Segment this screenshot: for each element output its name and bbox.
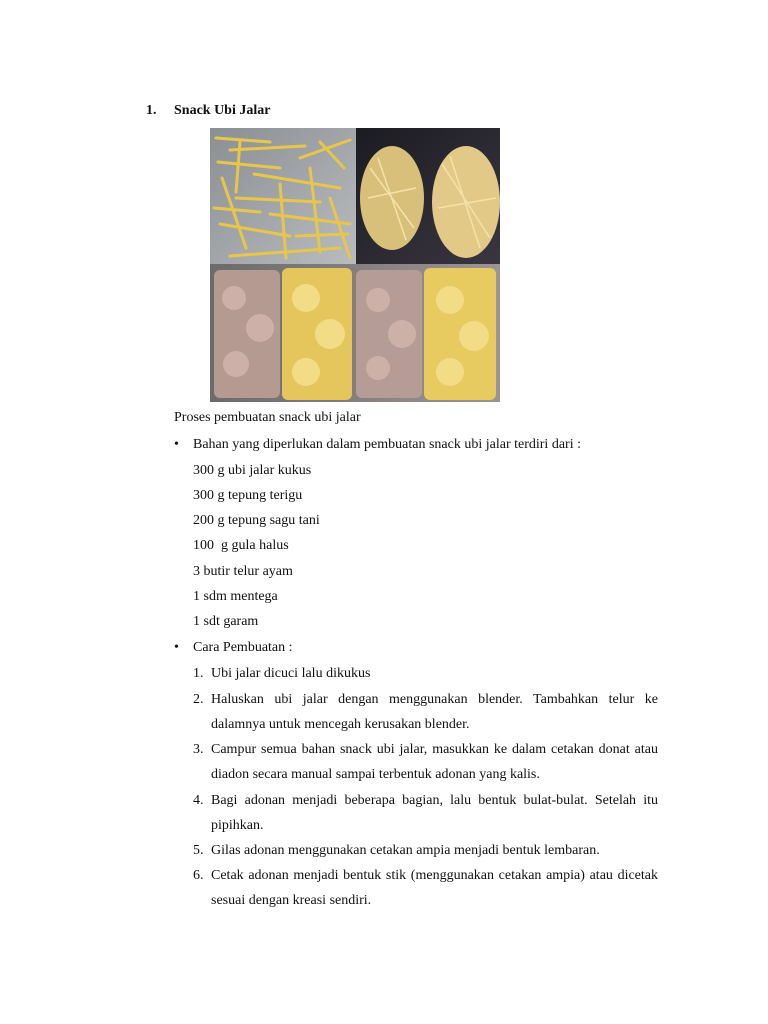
section-heading: [146, 103, 270, 119]
step-text: Haluskan ubi jalar dengan menggunakan blender. Tambahkan telur ke dalamnya untuk mencegah kerusakan blender.: [211, 692, 658, 732]
method-step: [193, 788, 658, 838]
step-number: 3.: [193, 742, 204, 757]
ingredients-intro: Bahan yang diperlukan dalam pembuatan snack ubi jalar terdiri dari :: [193, 437, 581, 452]
step-text: Ubi jalar dicuci lalu dikukus: [211, 666, 371, 681]
method-step: [193, 687, 658, 737]
ingredient-item: 300 g ubi jalar kukus: [193, 463, 312, 478]
photo-packaged-strips: [356, 128, 500, 264]
ingredient-item: 300 g tepung terigu: [193, 488, 303, 503]
ingredients-bullet: [174, 437, 581, 453]
photo-strips-tray: [210, 128, 356, 264]
method-step: [193, 661, 658, 686]
step-number: 2.: [193, 692, 204, 707]
photo-packaged-crackers: [210, 264, 500, 402]
step-number: 1.: [193, 666, 204, 681]
ingredient-item: 3 butir telur ayam: [193, 564, 293, 579]
method-step: [193, 863, 658, 913]
ingredient-item: 100 g gula halus: [193, 538, 289, 553]
bullet-icon: •: [174, 437, 179, 452]
ingredient-item: 200 g tepung sagu tani: [193, 513, 320, 528]
ingredient-item: 1 sdt garam: [193, 614, 259, 629]
method-step: [193, 737, 658, 787]
step-number: 5.: [193, 843, 204, 858]
snack-photo-collage: [210, 128, 500, 402]
method-intro: Cara Pembuatan :: [193, 640, 293, 655]
method-bullet: [174, 640, 293, 656]
step-text: Cetak adonan menjadi bentuk stik (menggunakan cetakan ampia) atau dicetak sesuai dengan kreasi sendiri.: [211, 868, 658, 908]
photo-caption: Proses pembuatan snack ubi jalar: [174, 410, 361, 425]
step-number: 6.: [193, 868, 204, 883]
method-step: [193, 838, 658, 863]
section-number: 1.: [146, 103, 157, 118]
bullet-icon: •: [174, 640, 179, 655]
step-text: Bagi adonan menjadi beberapa bagian, lalu bentuk bulat-bulat. Setelah itu pipihkan.: [211, 793, 658, 833]
step-text: Gilas adonan menggunakan cetakan ampia menjadi bentuk lembaran.: [211, 843, 600, 858]
section-title: Snack Ubi Jalar: [174, 103, 271, 118]
step-text: Campur semua bahan snack ubi jalar, masukkan ke dalam cetakan donat atau diadon secara manual sampai terbentuk adonan yang kalis.: [211, 742, 658, 782]
step-number: 4.: [193, 793, 204, 808]
ingredient-item: 1 sdm mentega: [193, 589, 278, 604]
